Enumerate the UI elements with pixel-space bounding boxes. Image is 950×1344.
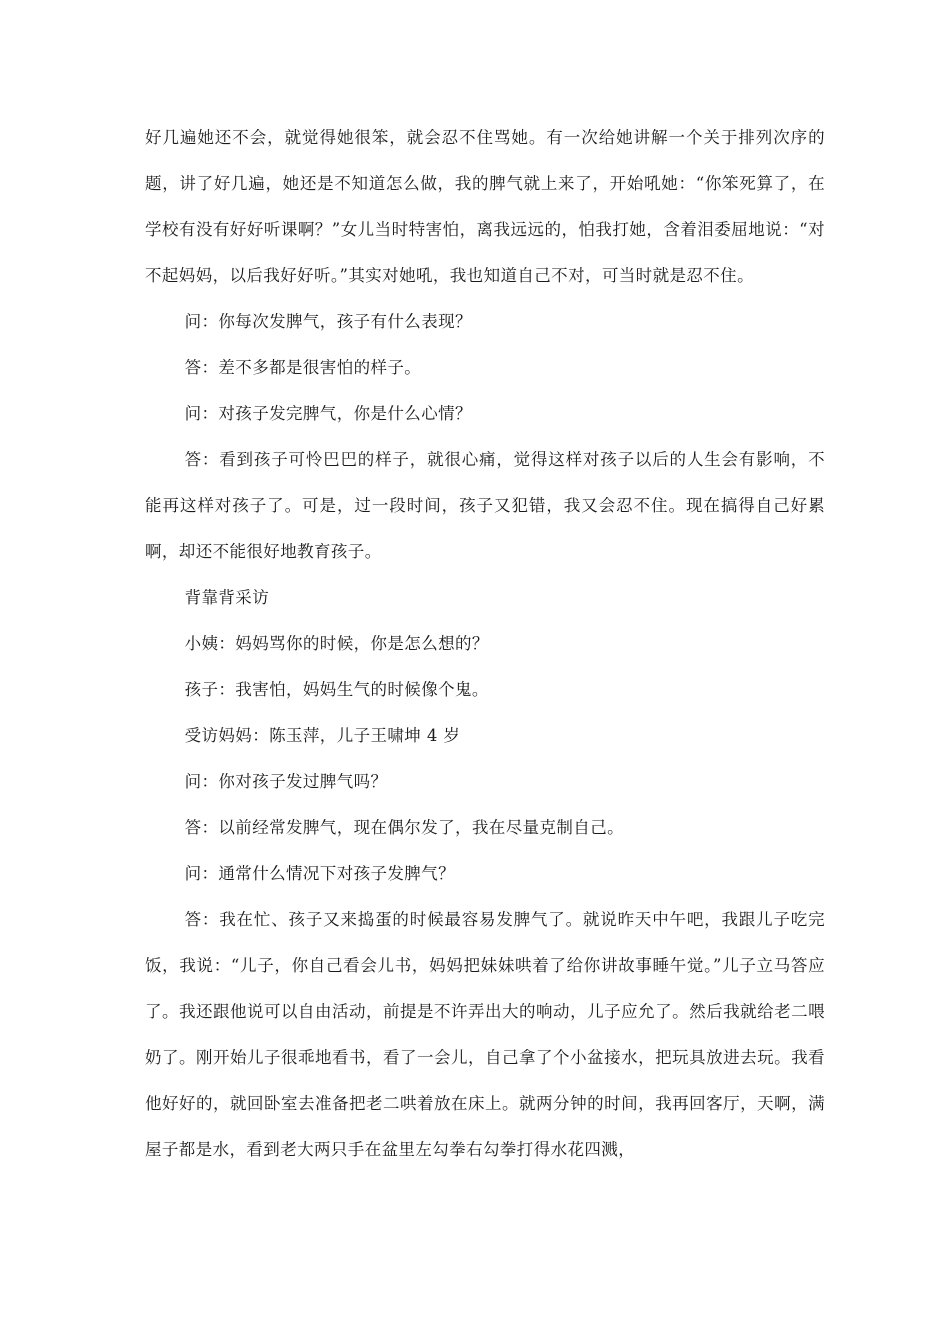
section-heading-interview: 背靠背采访 bbox=[184, 588, 270, 607]
paragraph-answer: 答：看到孩子可怜巴巴的样子，就很心痛，觉得这样对孩子以后的人生会有影响，不能再这样对孩子了。可是，过一段时间，孩子又犯错，我又会忍不住。现在搞得自己好累啊，却还不能很好地教育孩子。 bbox=[145, 450, 825, 561]
paragraph-aunt-question: 小姨：妈妈骂你的时候，你是怎么想的？ bbox=[184, 634, 489, 653]
paragraph-question: 问：你对孩子发过脾气吗？ bbox=[184, 772, 388, 791]
paragraph-question: 问：对孩子发完脾气，你是什么心情？ bbox=[184, 404, 472, 423]
paragraph-question: 问：你每次发脾气，孩子有什么表现？ bbox=[184, 312, 472, 331]
paragraph-question: 问：通常什么情况下对孩子发脾气？ bbox=[184, 864, 455, 883]
paragraph-child-answer: 孩子：我害怕，妈妈生气的时候像个鬼。 bbox=[184, 680, 489, 699]
document-body bbox=[145, 115, 825, 1173]
paragraph-interviewee-info: 受访妈妈：陈玉萍，儿子王啸坤 4 岁 bbox=[184, 726, 461, 745]
paragraph-continued-story: 好几遍她还不会，就觉得她很笨，就会忍不住骂她。有一次给她讲解一个关于排列次序的题，讲了好几遍，她还是不知道怎么做，我的脾气就上来了，开始吼她：“你笨死算了，在学校有没有好好听课啊？”女儿当时特害怕，离我远远的，怕我打她，含着泪委屈地说：“对不起妈妈，以后我好好听。”其实对她吼，我也知道自己不对，可当时就是忍不住。 bbox=[145, 128, 825, 285]
paragraph-answer: 答：以前经常发脾气，现在偶尔发了，我在尽量克制自己。 bbox=[184, 818, 624, 837]
paragraph-answer: 答：差不多都是很害怕的样子。 bbox=[184, 358, 422, 377]
paragraph-answer: 答：我在忙、孩子又来捣蛋的时候最容易发脾气了。就说昨天中午吧，我跟儿子吃完饭，我说：“儿子，你自己看会儿书，妈妈把妹妹哄着了给你讲故事睡午觉。”儿子立马答应了。我还跟他说可以自由活动，前提是不许弄出大的响动，儿子应允了。然后我就给老二喂奶了。刚开始儿子很乖地看书，看了一会儿，自己拿了个小盆接水，把玩具放进去玩。我看他好好的，就回卧室去准备把老二哄着放在床上。就两分钟的时间，我再回客厅，天啊，满屋子都是水，看到老大两只手在盆里左勾拳右勾拳打得水花四溅， bbox=[145, 910, 825, 1159]
